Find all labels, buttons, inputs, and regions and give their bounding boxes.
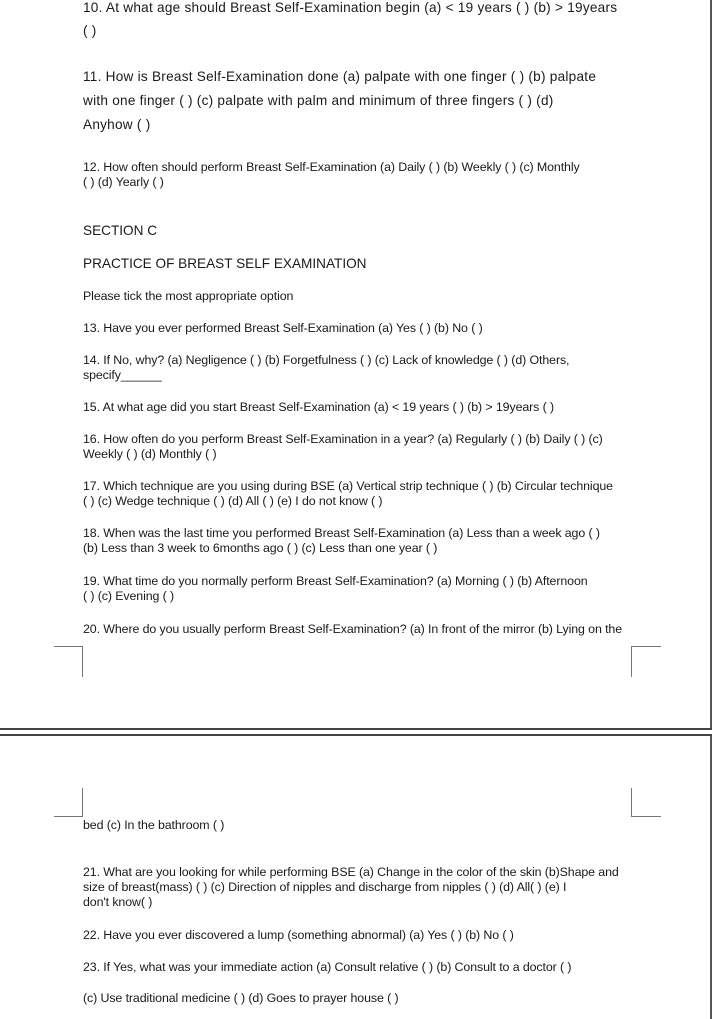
q10-line2: ( )	[83, 23, 97, 38]
document-page-2	[0, 736, 710, 1019]
instruction-text: Please tick the most appropriate option	[83, 289, 294, 303]
crop-mark-top-right	[631, 788, 661, 817]
crop-mark-top-left	[54, 788, 83, 817]
q18-line2: (b) Less than 3 week to 6months ago ( ) (c) Less than one year ( )	[83, 541, 438, 555]
q22-line: 22. Have you ever discovered a lump (something abnormal) (a) Yes ( ) (b) No ( )	[83, 928, 514, 942]
q21-line2: size of breast(mass) ( ) (c) Direction of nipples and discharge from nipples ( ) (d) All( ) (e) I	[83, 880, 567, 894]
q15-line: 15. At what age did you start Breast Self-Examination (a) < 19 years ( ) (b) > 19years ( )	[83, 400, 555, 414]
page-right-edge	[710, 0, 720, 1019]
section-subtitle: PRACTICE OF BREAST SELF EXAMINATION	[83, 256, 367, 271]
q16-line2: Weekly ( ) (d) Monthly ( )	[83, 447, 217, 461]
q14-line1: 14. If No, why? (a) Negligence ( ) (b) Forgetfulness ( ) (c) Lack of knowledge ( ) (d) Others,	[83, 353, 570, 367]
q23-line2: (c) Use traditional medicine ( ) (d) Goes to prayer house ( )	[83, 991, 399, 1005]
q19-line2: ( ) (c) Evening ( )	[83, 589, 175, 603]
q20-line1: 20. Where do you usually perform Breast Self-Examination? (a) In front of the mirror (b) Lying on the	[83, 622, 623, 636]
q16-line1: 16. How often do you perform Breast Self-Examination in a year? (a) Regularly ( ) (b) Daily ( ) (c)	[83, 432, 603, 446]
q18-line1: 18. When was the last time you performed Breast Self-Examination (a) Less than a week ago ( )	[83, 526, 600, 540]
page-break	[0, 728, 712, 736]
q17-line2: ( ) (c) Wedge technique ( ) (d) All ( ) (e) I do not know ( )	[83, 494, 383, 508]
q11-line3: Anyhow ( )	[83, 117, 151, 132]
q23-line1: 23. If Yes, what was your immediate action (a) Consult relative ( ) (b) Consult to a doctor ( )	[83, 960, 572, 974]
q21-line3: don't know( )	[83, 895, 153, 909]
crop-mark-bottom-left	[54, 646, 83, 677]
q11-line1: 11. How is Breast Self-Examination done (a) palpate with one finger ( ) (b) palpate	[83, 69, 597, 84]
q17-line1: 17. Which technique are you using during BSE (a) Vertical strip technique ( ) (b) Circular technique	[83, 479, 613, 493]
q12-line2: ( ) (d) Yearly ( )	[83, 175, 164, 189]
q10-line1: 10. At what age should Breast Self-Examination begin (a) < 19 years ( ) (b) > 19years	[83, 0, 618, 15]
q21-line1: 21. What are you looking for while performing BSE (a) Change in the color of the skin (b)Shape and	[83, 865, 619, 879]
q14-line2: specify______	[83, 368, 162, 382]
q13-line: 13. Have you ever performed Breast Self-Examination (a) Yes ( ) (b) No ( )	[83, 321, 483, 335]
q20-line2: bed (c) In the bathroom ( )	[83, 818, 225, 832]
crop-mark-bottom-right	[631, 646, 661, 677]
section-title: SECTION C	[83, 223, 158, 238]
q19-line1: 19. What time do you normally perform Breast Self-Examination? (a) Morning ( ) (b) Afternoon	[83, 574, 588, 588]
q12-line1: 12. How often should perform Breast Self-Examination (a) Daily ( ) (b) Weekly ( ) (c) Monthly	[83, 160, 580, 174]
q11-line2: with one finger ( ) (c) palpate with palm and minimum of three fingers ( ) (d)	[83, 93, 554, 108]
